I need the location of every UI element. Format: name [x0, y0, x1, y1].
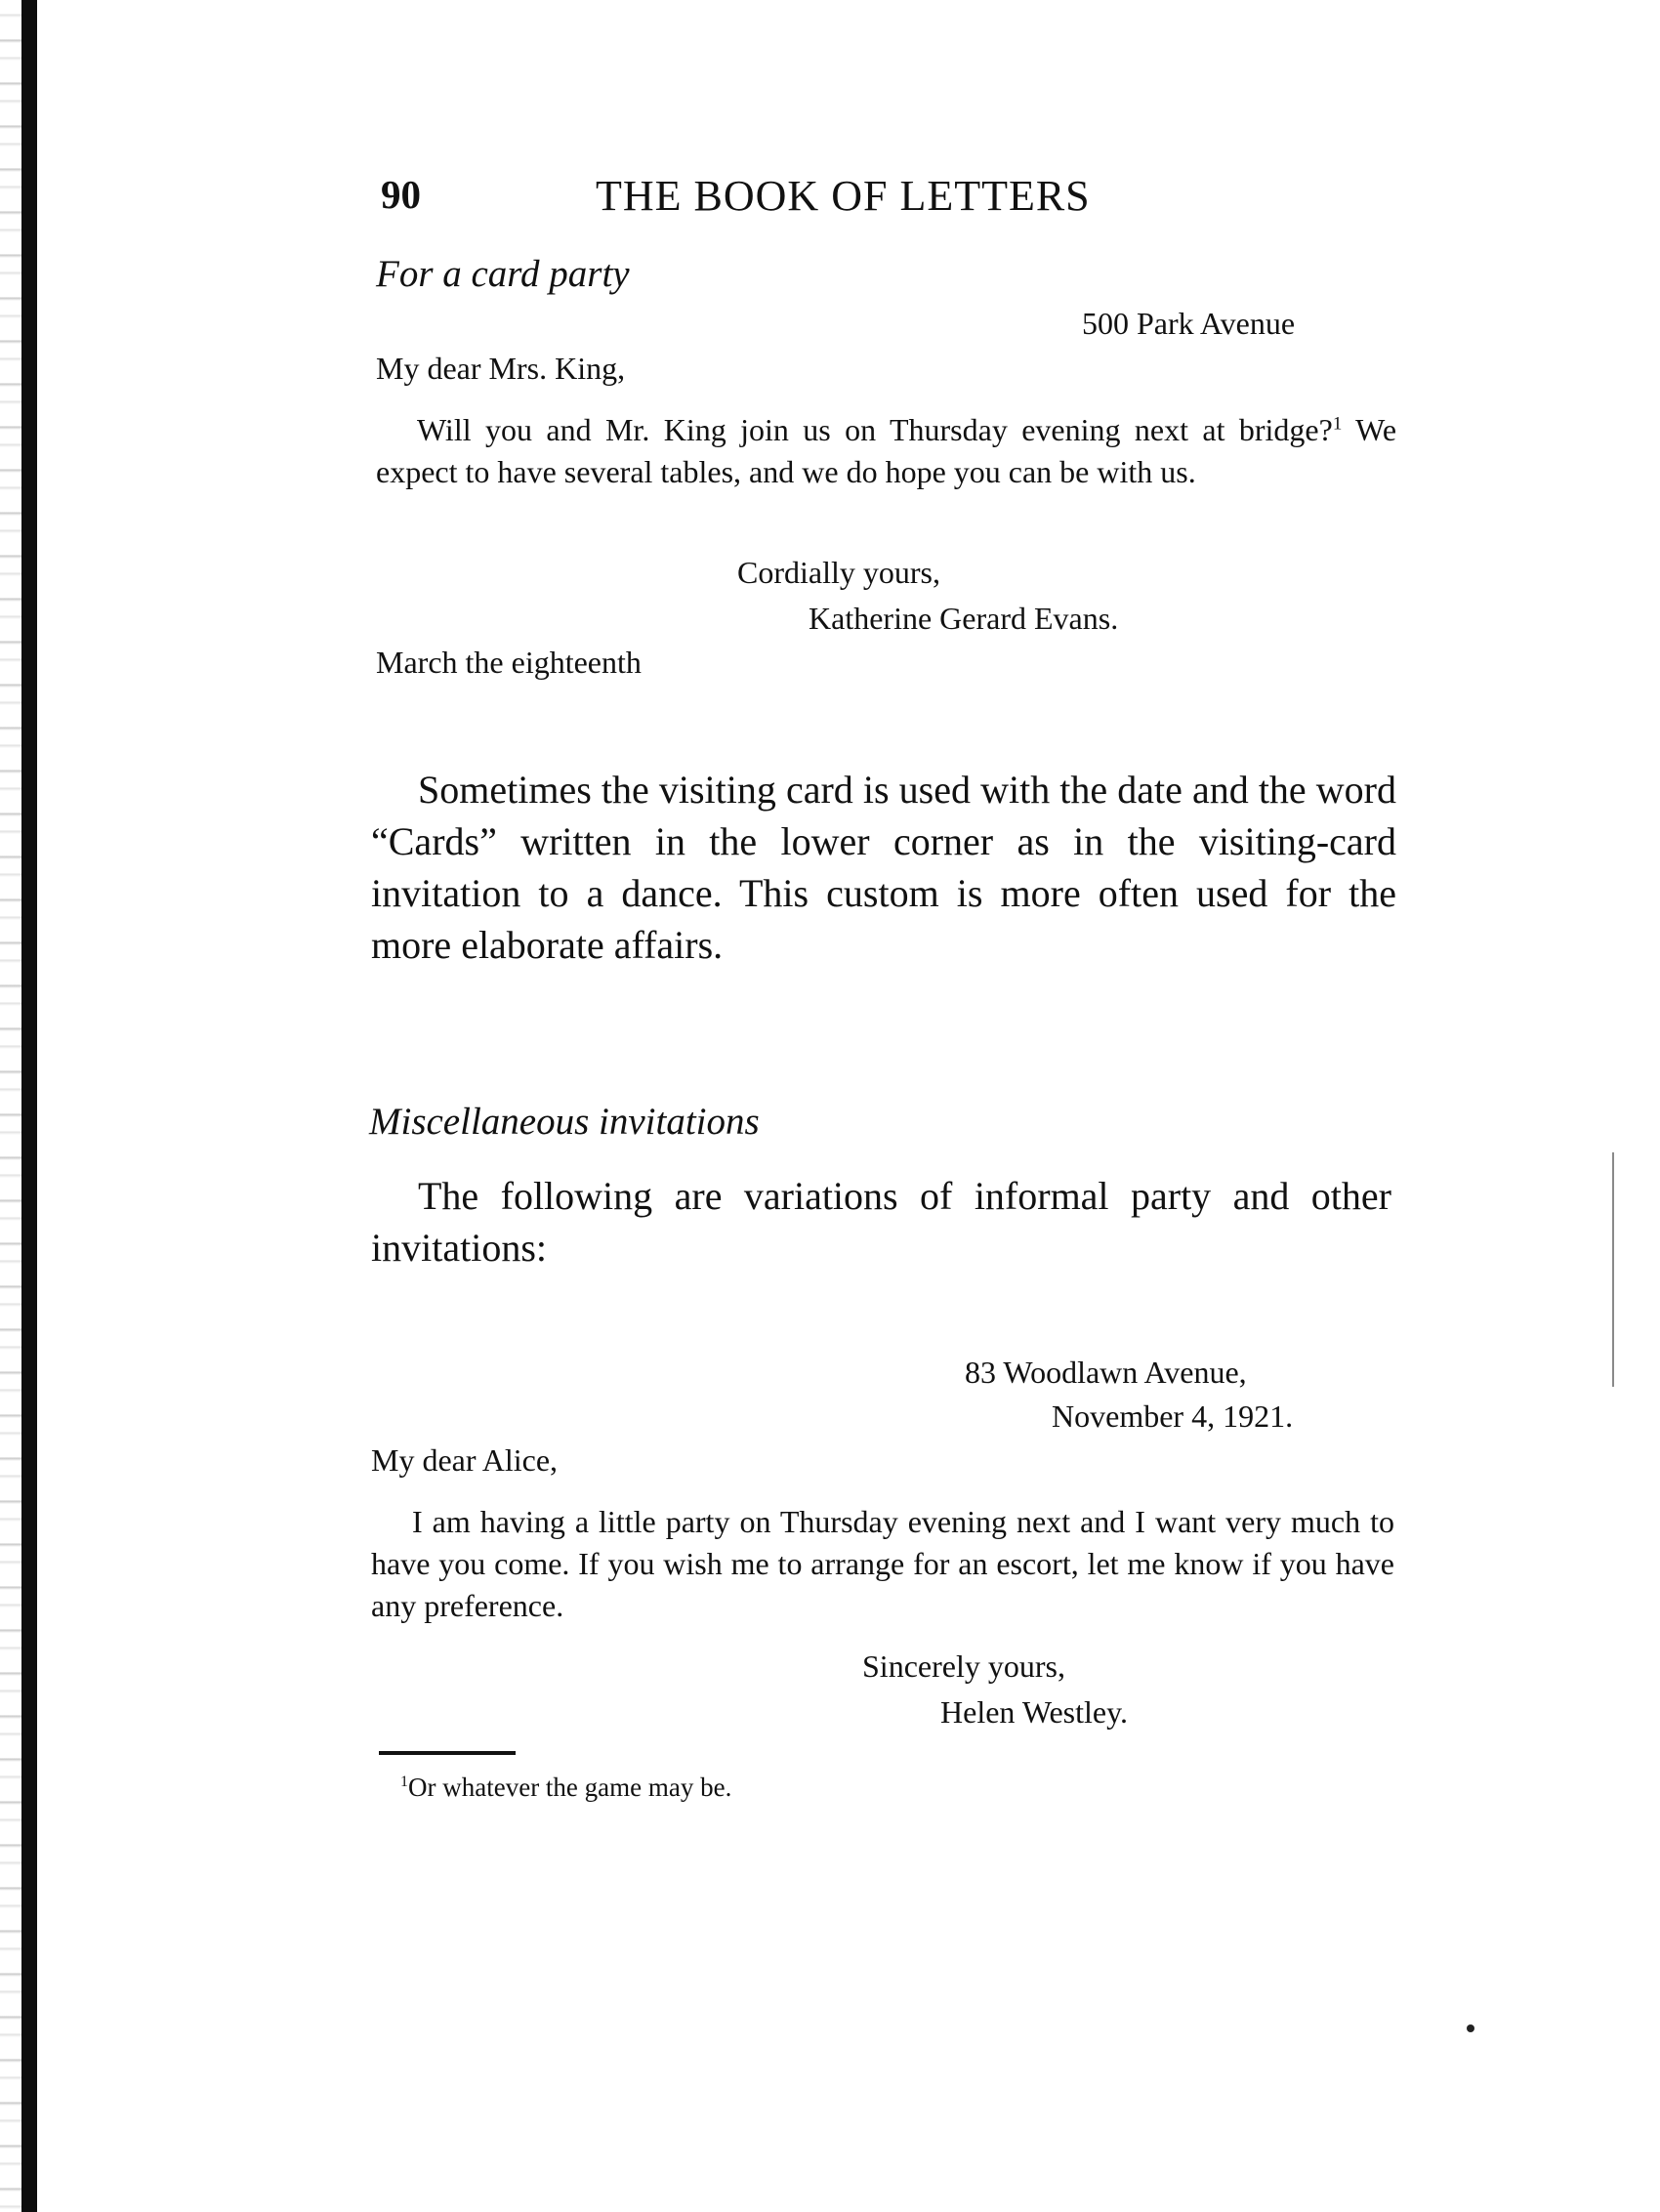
letter2-body: I am having a little party on Thursday evening next and I want very much to have you come. If you wish me to arrange for an escort, let me know if you have any preference.: [371, 1504, 1394, 1623]
letter1-body: [376, 409, 1396, 493]
page-binding-edge: [21, 0, 37, 2212]
body-paragraph: Sometimes the visiting card is used with the date and the word “Cards” written in the lower corner as in the visiting-card invitation to a dance. This custom is more often used for the more elaborate affairs.: [371, 768, 1396, 967]
footnote-rule: [379, 1751, 516, 1755]
footnote-text: Or whatever the game may be.: [408, 1773, 732, 1802]
section2-intro: The following are variations of informal party and other invitations:: [371, 1174, 1391, 1270]
footnote: [400, 1773, 731, 1803]
letter2-salutation: My dear Alice,: [371, 1442, 559, 1478]
letter1-body-part2: We expect to have several tables, and we do hope you can be with us.: [376, 412, 1397, 489]
binding-shadow: [0, 0, 21, 2212]
letter2-address-line1: 83 Woodlawn Avenue,: [965, 1355, 1247, 1390]
book-title: THE BOOK OF LETTERS: [596, 172, 1091, 220]
letter1-signature: Katherine Gerard Evans.: [809, 601, 1119, 636]
letter1-footnote-mark: 1: [1332, 413, 1343, 435]
margin-line: [1612, 1152, 1614, 1387]
letter1-salutation: My dear Mrs. King,: [376, 351, 626, 386]
letter1-date: March the eighteenth: [376, 645, 642, 680]
running-head: [381, 171, 1250, 230]
letter1-heading: For a card party: [376, 253, 630, 295]
letter2-closing: Sincerely yours,: [862, 1649, 1065, 1684]
footnote-mark: 1: [400, 1774, 408, 1790]
letter2-address-line2: November 4, 1921.: [1052, 1398, 1294, 1434]
letter1-body-part1: Will you and Mr. King join us on Thursday evening next at bridge?: [417, 412, 1333, 447]
letter1-closing: Cordially yours,: [737, 555, 940, 590]
letter2-signature: Helen Westley.: [940, 1694, 1129, 1730]
scan-speck: [1467, 2024, 1474, 2032]
page-number: 90: [381, 172, 421, 217]
letter1-address: 500 Park Avenue: [1082, 306, 1296, 341]
section2-heading: Miscellaneous invitations: [369, 1101, 760, 1143]
